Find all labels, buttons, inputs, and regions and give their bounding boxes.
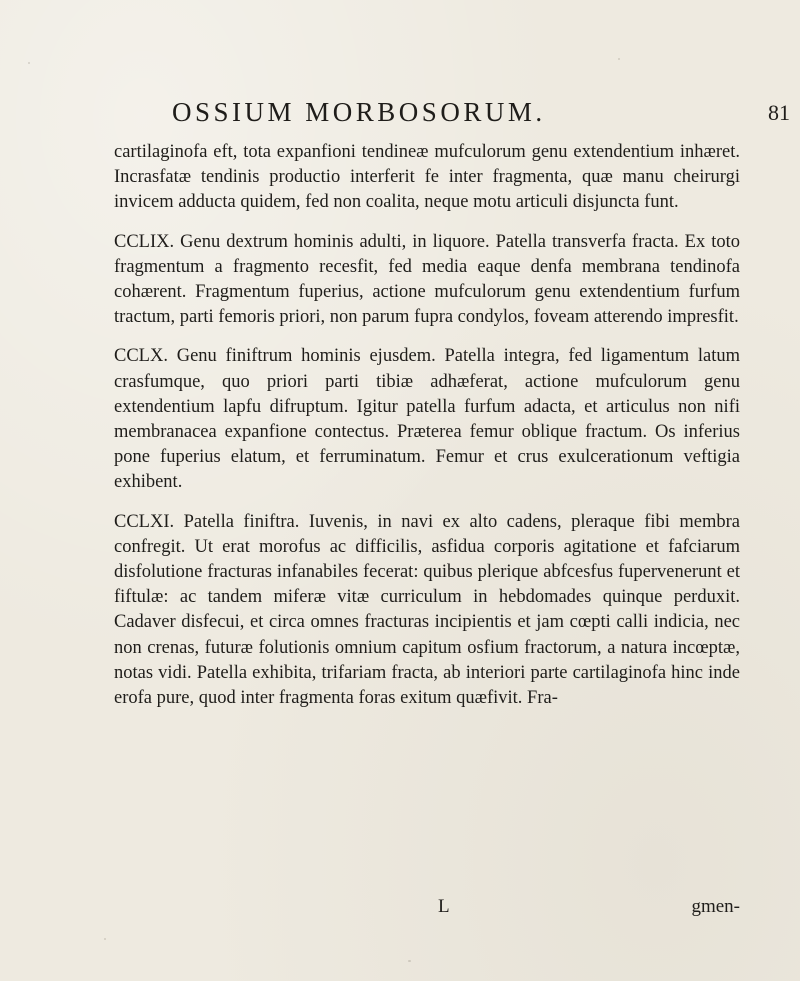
- paper-speck: [618, 58, 620, 60]
- running-head: OSSIUM MORBOSORUM.: [172, 97, 546, 127]
- page-footer: [114, 896, 740, 924]
- catchword: gmen-: [691, 896, 740, 917]
- page-header: [172, 97, 800, 131]
- paper-speck: [408, 960, 411, 962]
- paragraph-cclxi: CCLXI. Patella finiftra. Iuvenis, in navi ex alto cadens, pleraque fibi membra confregit. Ut erat morofus ac difficilis, asfidua corporis agitatione et fafciarum disfolutione fracturas infanabiles fecerat: quibus plerique abfcesfus fupervenerunt et fiftulæ: ac tandem miferæ vitæ curriculum in hebdomades quinque perduxit. Cadaver disfecui, et circa omnes fracturas incipientis et jam cœpti calli indicia, nec non crenas, futuræ folutionis omnium capitum osfium fractorum, a natura incœptæ, notas vidi. Patella exhibita, trifariam fracta, ab interiori parte cartilaginofa hinc inde erofa pure, quod inter fragmenta foras exitum quæfivit. Fra-: [114, 511, 740, 709]
- signature-mark: L: [438, 896, 450, 917]
- paragraph-cclx: CCLX. Genu finiftrum hominis ejusdem. Patella integra, fed ligamentum latum crasfumque, quo priori parti tibiæ adhæferat, actione mufculorum genu extendentium lapfu difruptum. Igitur patella furfum adacta, et articulus non nifi membranacea expanfione contectus. Præterea femur oblique fractum. Os inferius pone fuperius elatum, et ferruminatum. Femur et crus exulcerationum veftigia exhibent.: [114, 346, 740, 493]
- page-number: 81: [768, 100, 790, 125]
- paragraph-cclix: CCLIX. Genu dextrum hominis adulti, in liquore. Patella transverfa fracta. Ex toto fragmentum a fragmento recesfit, fed media eaque denfa membrana tendinofa cohærent. Fragmentum fuperius, actione mufculorum genu extendentium furfum tractum, parti femoris priori, non parum fupra condylos, foveam atterendo impresfit.: [114, 231, 740, 328]
- paper-speck: [28, 62, 30, 64]
- paper-speck: [104, 938, 106, 940]
- body-text: [114, 140, 740, 725]
- paragraph-continuation: cartilaginofa eft, tota expanfioni tendineæ mufculorum genu extendentium inhæret. Incrasfatæ tendinis productio interferit fe inter fragmenta, quæ manu cheirurgi invicem adducta quidem, fed non coalita, neque motu articuli disjuncta funt.: [114, 142, 740, 213]
